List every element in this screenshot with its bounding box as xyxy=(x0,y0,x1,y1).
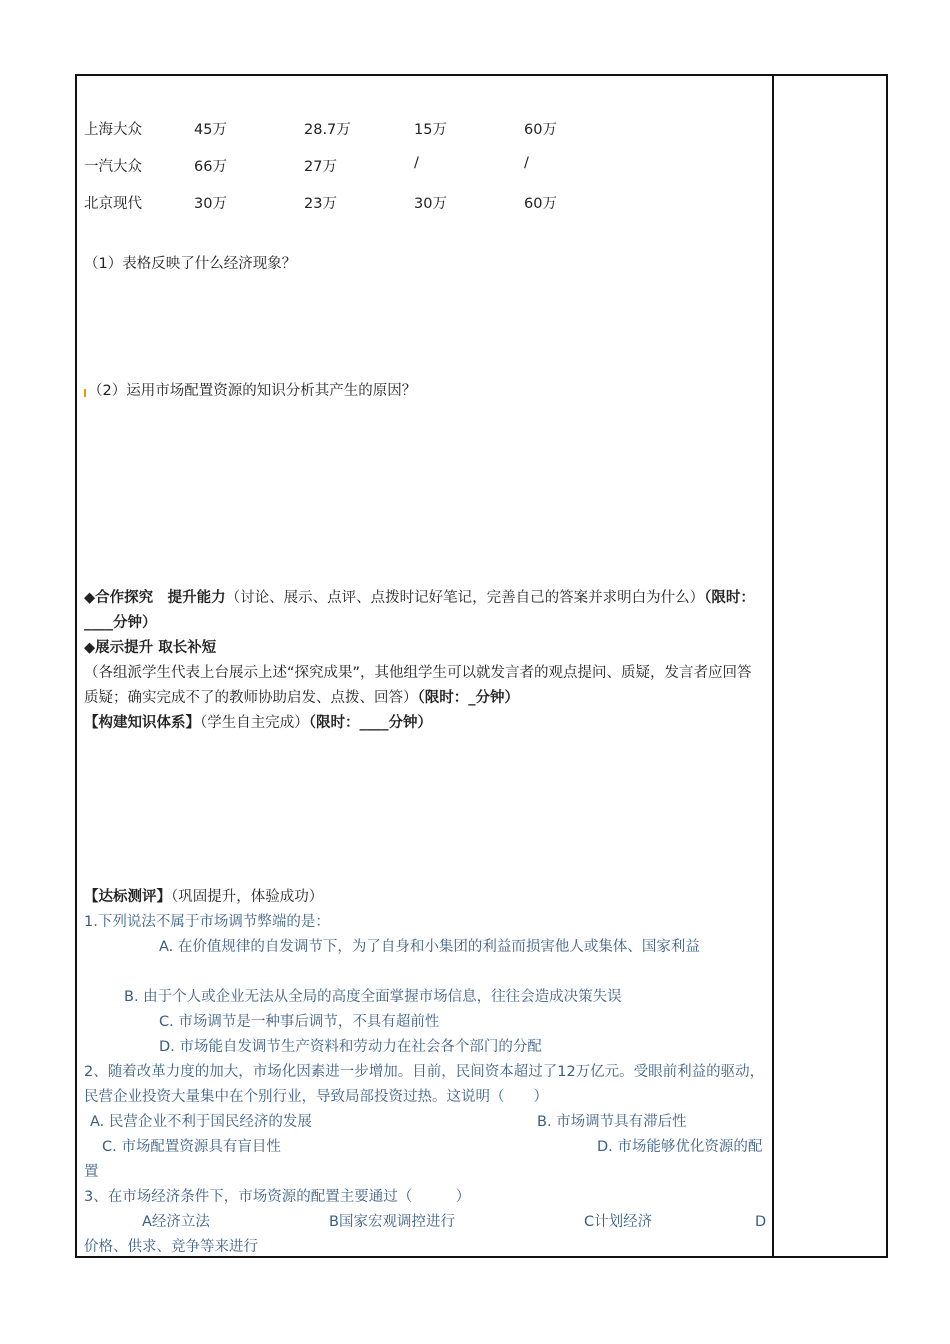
row-cell: / xyxy=(414,155,419,171)
show-desc: （各组派学生代表上台展示上述“探究成果”，其他组学生可以就发言者的观点提问、质疑，发言者应回答质疑；确实完成不了的教师协助启发、点拨、回答） xyxy=(84,665,752,706)
row-name: 一汽大众 xyxy=(84,159,142,175)
row-cell: / xyxy=(524,155,529,171)
row-cell: 66万 xyxy=(194,159,227,175)
coop-desc: （讨论、展示、点评、点拨时记好笔记，完善自己的答案并求明白为什么） xyxy=(225,590,705,606)
test-section xyxy=(84,885,766,910)
quiz-2-option-a: A. 民营企业不利于国民经济的发展 xyxy=(90,1114,312,1130)
build-limit: （限时：____分钟） xyxy=(308,715,432,731)
quiz-3-option-b: B国家宏观调控进行 xyxy=(329,1214,455,1230)
coop-limit: （限时：____分钟） xyxy=(84,590,755,631)
quiz-3-option-d: D价格、供求、竞争等来进行 xyxy=(84,1214,767,1255)
coop-title: ◆合作探究 提升能力 xyxy=(84,590,226,606)
row-cell: 60万 xyxy=(524,122,557,138)
row-cell: 28.7万 xyxy=(304,122,351,138)
test-desc: （巩固提升，体验成功） xyxy=(171,889,324,905)
quiz-2-option-b: B. 市场调节具有滞后性 xyxy=(537,1114,687,1130)
row-cell: 15万 xyxy=(414,122,447,138)
row-cell: 27万 xyxy=(304,159,337,175)
quiz-1-option-c: C. 市场调节是一种事后调节，不具有超前性 xyxy=(159,1014,440,1030)
quiz-3-option-a: A经济立法 xyxy=(142,1214,210,1230)
quiz-1-option-d: D. 市场能自发调节生产资料和劳动力在社会各个部门的分配 xyxy=(159,1039,542,1055)
row-cell: 60万 xyxy=(524,196,557,212)
quiz-2-option-c: C. 市场配置资源具有盲目性 xyxy=(102,1139,281,1155)
question-2-text: （2）运用市场配置资源的知识分析其产生的原因？ xyxy=(88,383,417,399)
show-section xyxy=(84,661,766,711)
coop-section xyxy=(84,586,766,636)
question-2 xyxy=(84,379,416,400)
question-1: （1）表格反映了什么经济现象？ xyxy=(84,256,297,272)
edit-mark-icon xyxy=(84,389,86,397)
quiz-2-option-d: D. 市场能够优化资源的配置 xyxy=(84,1139,763,1180)
build-section xyxy=(84,711,766,736)
build-title: 【构建知识体系】 xyxy=(84,715,200,731)
row-name: 上海大众 xyxy=(84,122,142,138)
quiz-3-stem: 3、在市场经济条件下，市场资源的配置主要通过（ ） xyxy=(84,1189,471,1205)
show-title: ◆展示提升 取长补短 xyxy=(84,640,217,656)
row-cell: 30万 xyxy=(414,196,447,212)
quiz-3-option-c: C计划经济 xyxy=(584,1214,653,1230)
column-divider xyxy=(772,74,774,1258)
build-desc: （学生自主完成） xyxy=(200,715,309,731)
row-name: 北京现代 xyxy=(84,196,142,212)
quiz-1-option-b: B. 由于个人或企业无法从全局的高度全面掌握市场信息，往往会造成决策失误 xyxy=(124,989,622,1005)
quiz-1-option-a: A. 在价值规律的自发调节下，为了自身和小集团的利益而损害他人或集体、国家利益 xyxy=(159,939,700,955)
test-title: 【达标测评】 xyxy=(84,889,171,905)
quiz-2-stem: 2、随着改革力度的加大，市场化因素进一步增加。目前，民间资本超过了12万亿元。受眼前利益的驱动，民营企业投资大量集中在个别行业，导致局部投资过热。这说明（ ） xyxy=(84,1064,765,1105)
row-cell: 23万 xyxy=(304,196,337,212)
show-limit: （限时：_分钟） xyxy=(417,690,519,706)
row-cell: 45万 xyxy=(194,122,227,138)
quiz-1-stem: 1.下列说法不属于市场调节弊端的是： xyxy=(84,914,330,930)
row-cell: 30万 xyxy=(194,196,227,212)
